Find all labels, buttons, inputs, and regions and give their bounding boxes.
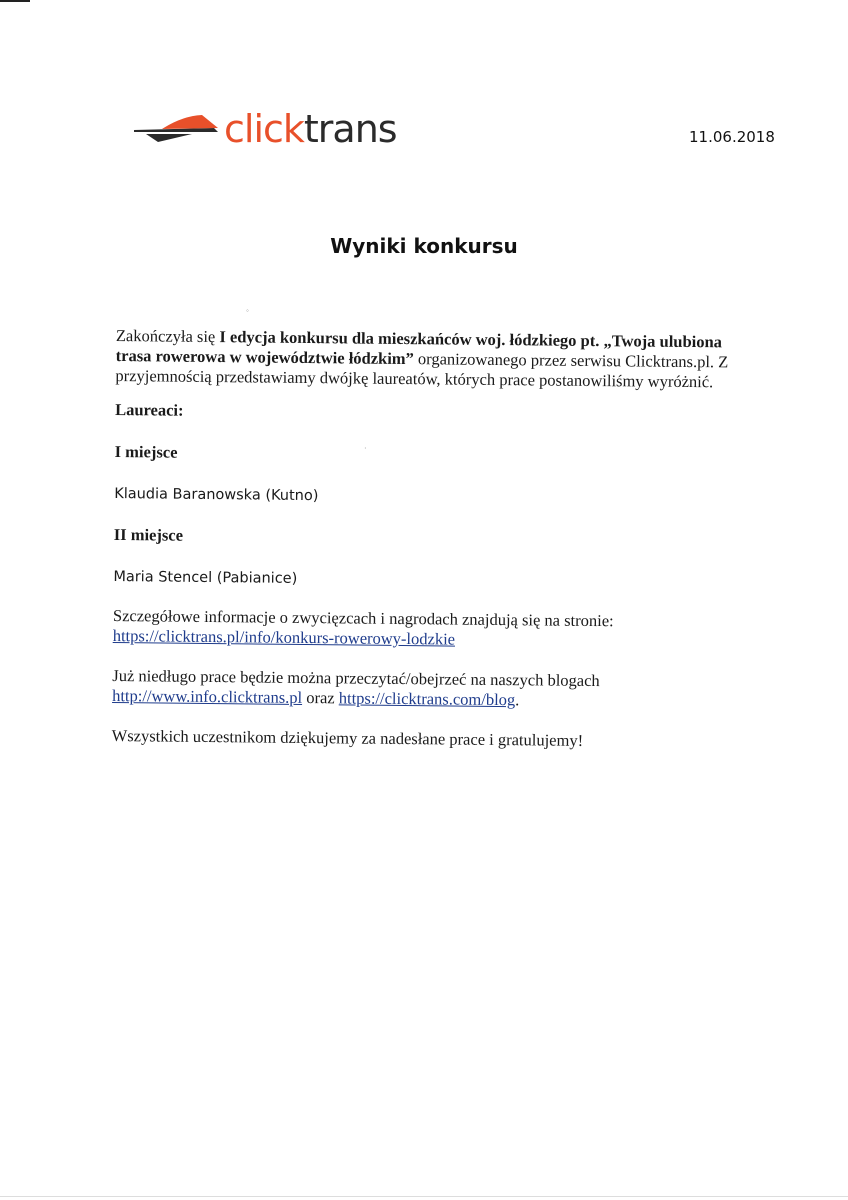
- page-title: Wyniki konkursu: [330, 234, 518, 258]
- place-1-winner: Klaudia Baranowska (Kutno): [114, 485, 319, 505]
- blogs-end: .: [515, 690, 520, 710]
- scan-speck: ◦: [246, 306, 249, 315]
- contest-link[interactable]: https://clicktrans.pl/info/konkurs-rowerowy-lodzkie: [112, 625, 456, 649]
- scan-mark: [0, 0, 30, 2]
- intro-text-2: organizowanego przez serwisu Clicktrans.pl. Z przyjemnością przedstawiamy dwójkę laureatów, których prace postanowiliśmy wyróżnić.: [115, 349, 729, 392]
- scan-edge: [0, 1196, 848, 1197]
- place-1-label: I miejsce: [114, 441, 178, 462]
- place-2-label: II miejsce: [113, 524, 184, 545]
- info-blog-link[interactable]: http://www.info.clicktrans.pl: [112, 685, 303, 707]
- blogs-text: Już niedługo prace będzie można przeczytać/obejrzeć na naszych blogach: [112, 665, 600, 691]
- laureates-heading: Laureaci:: [115, 399, 184, 420]
- intro-bold: I edycja konkursu dla mieszkańców woj. łódzkiego pt. „Twoja ulubiona trasa rowerowa w województwie łódzkim”: [115, 327, 723, 369]
- blogs-conj: oraz: [302, 687, 339, 708]
- intro-text-1: Zakończyła się: [115, 326, 220, 347]
- document-date: 11.06.2018: [689, 128, 775, 146]
- place-2-winner: Maria Stencel (Pabianice): [113, 568, 298, 587]
- logo-wordmark: [224, 106, 397, 152]
- details-paragraph: [113, 606, 753, 653]
- intro-paragraph: [115, 326, 746, 393]
- clicktrans-logo: [132, 104, 432, 154]
- details-text: Szczegółowe informacje o zwycięzcach i nagrodach znajdują się na stronie:: [112, 605, 614, 631]
- thanks-paragraph: Wszystkich uczestnikom dziękujemy za nadesłane prace i gratulujemy!: [111, 725, 584, 750]
- logo-arrow-icon: [132, 112, 220, 146]
- com-blog-link[interactable]: https://clicktrans.com/blog: [338, 688, 516, 710]
- document-body: [112, 326, 756, 753]
- logo-trans: trans: [303, 107, 397, 151]
- scan-speck: ·: [364, 444, 367, 453]
- logo-click: click: [224, 107, 304, 151]
- blogs-paragraph: [112, 666, 752, 713]
